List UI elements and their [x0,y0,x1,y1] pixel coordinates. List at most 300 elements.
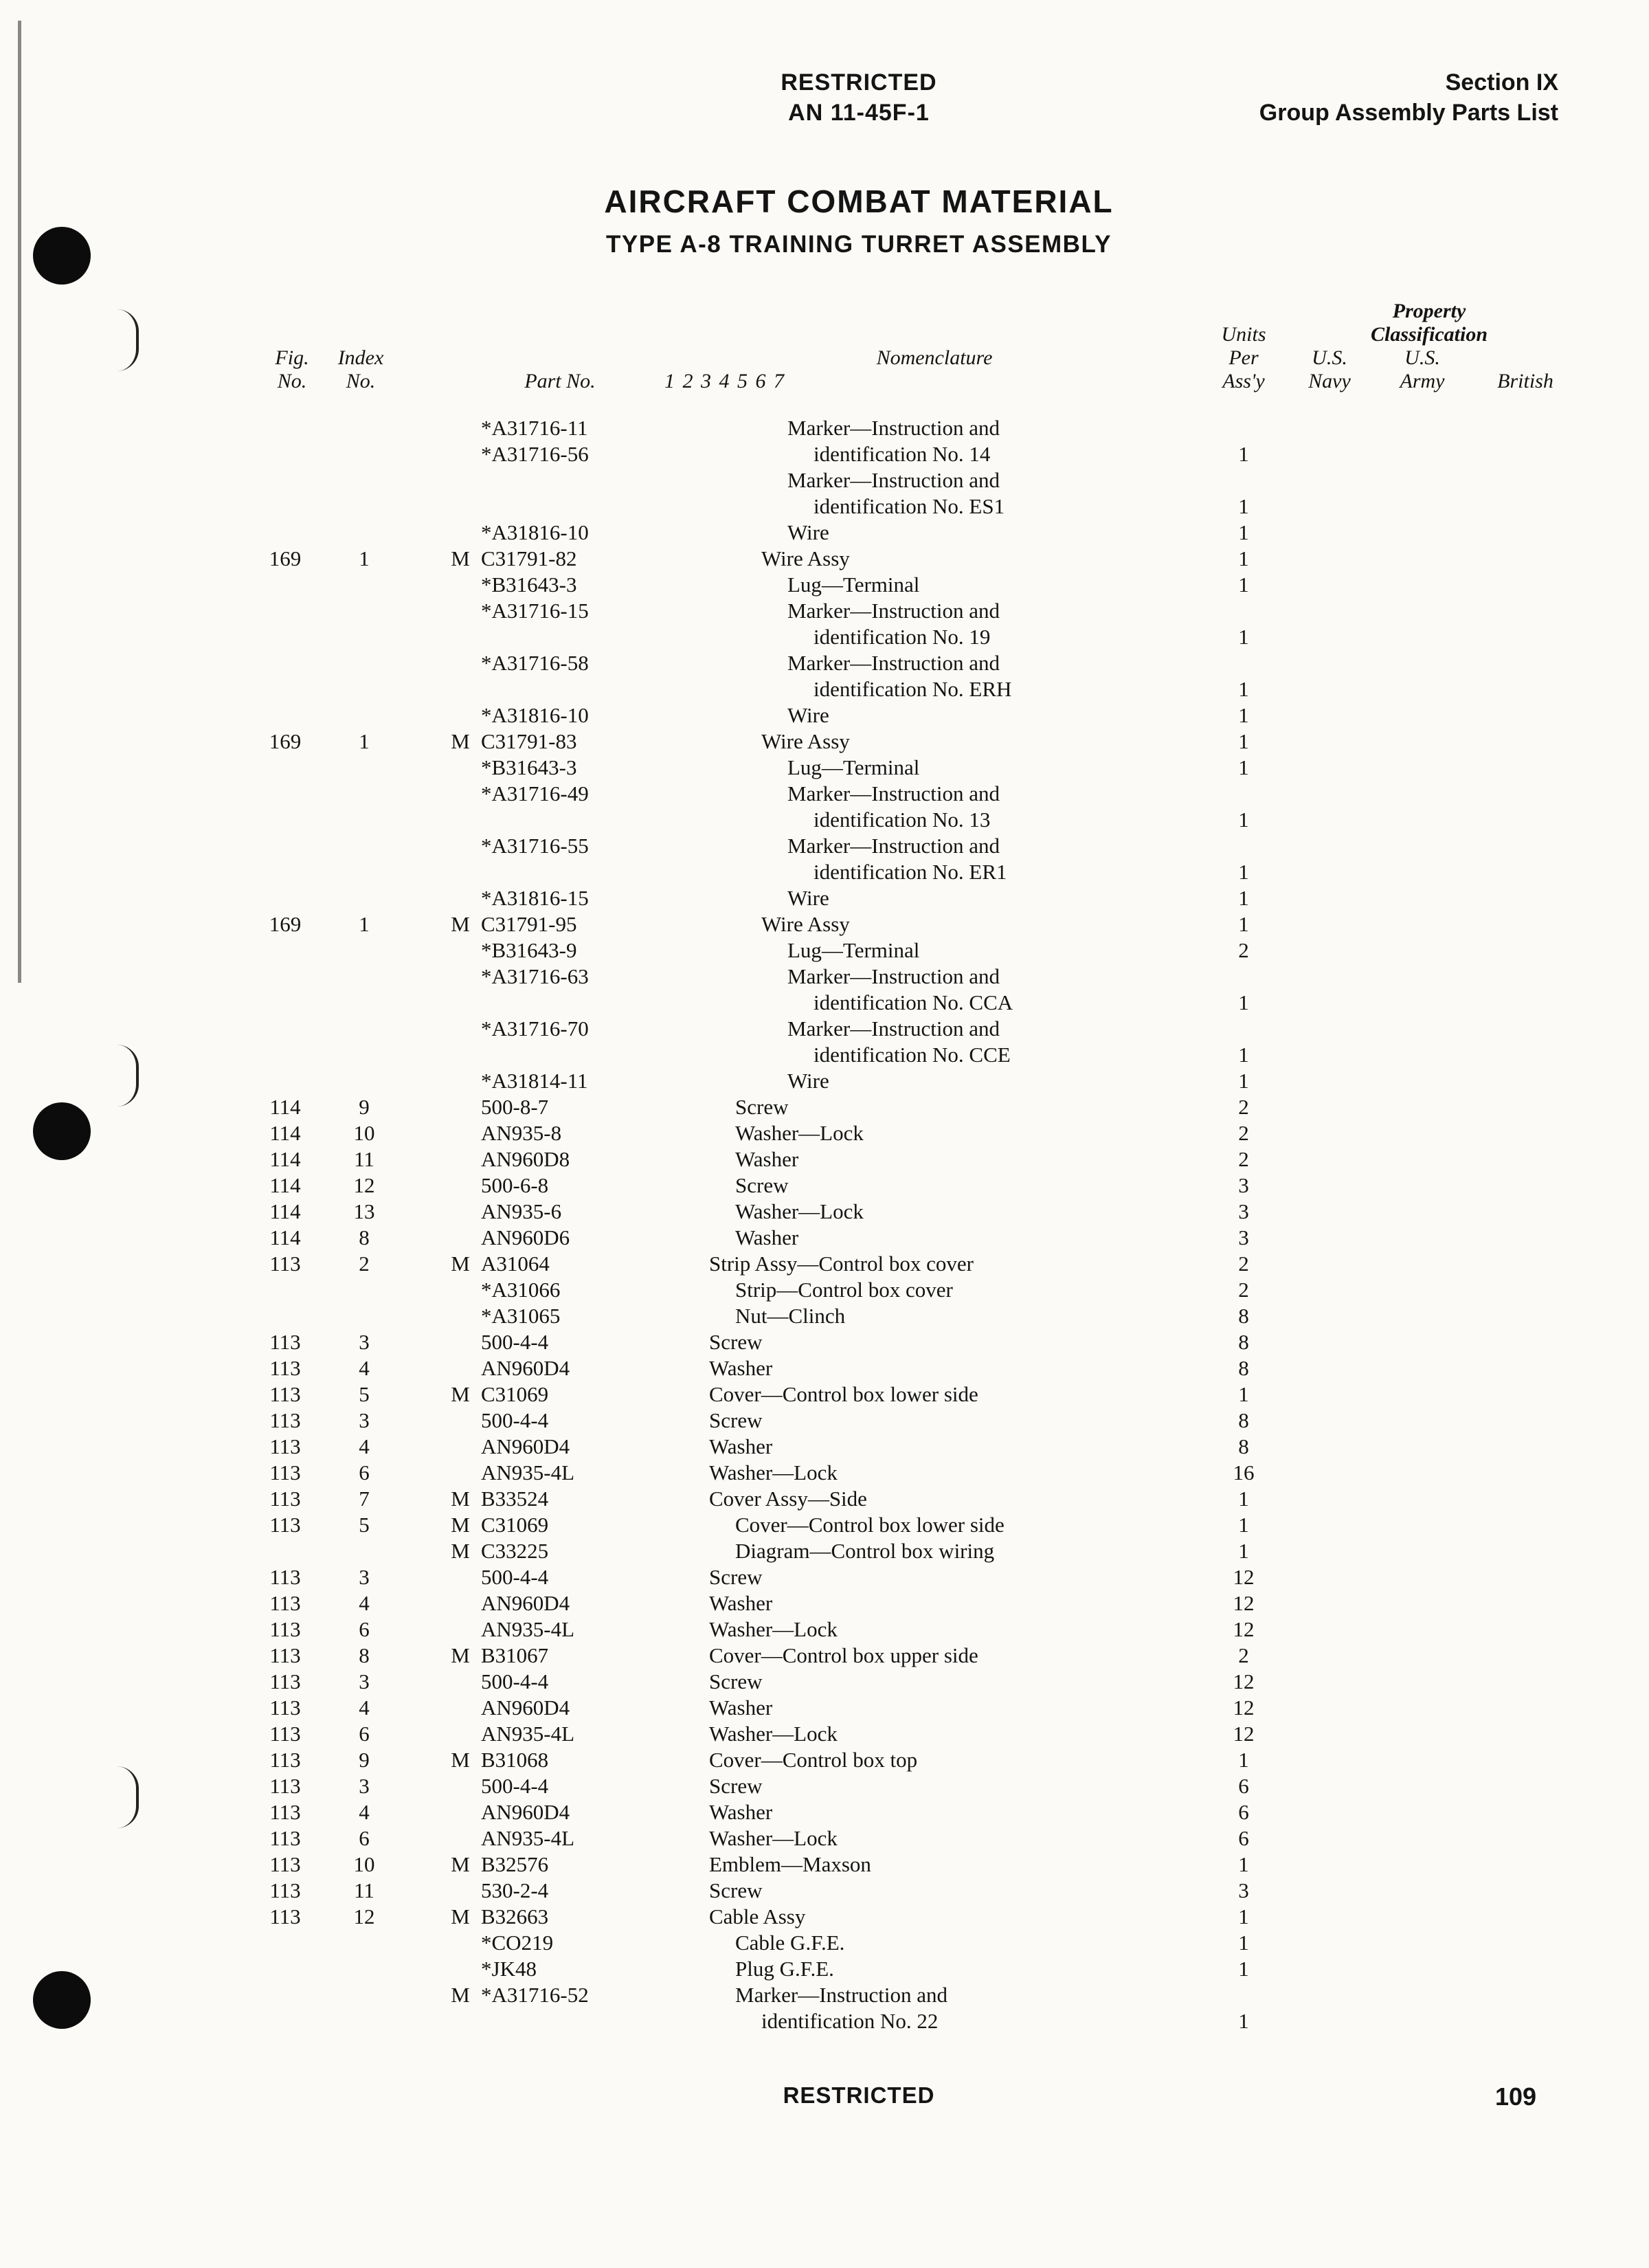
index-no: 4 [359,1696,370,1720]
fig-no: 114 [269,1095,301,1119]
table-row [0,467,1649,493]
nomenclature: Diagram—Control box wiring [735,1539,995,1563]
nomenclature: Washer—Lock [709,1460,838,1485]
table-row [0,572,1649,598]
mfr-mark: M [451,1382,470,1406]
col-part-no: Part No. [524,370,596,392]
table-row [0,1434,1649,1460]
part-no: C31069 [481,1513,549,1537]
nomenclature: Marker—Instruction and [787,416,1000,440]
part-no: *A31816-10 [481,703,589,727]
parts-list [0,415,1649,2034]
fig-no: 113 [269,1748,301,1772]
fig-no: 113 [269,1696,301,1720]
table-row [0,598,1649,624]
nomenclature: Cover—Control box top [709,1748,918,1772]
units-per-assy: 1 [1238,2009,1249,2033]
mfr-mark: M [451,1983,470,2007]
part-no: *JK48 [481,1957,537,1981]
nomenclature: Plug G.F.E. [735,1957,834,1981]
units-per-assy: 2 [1238,1278,1249,1302]
mfr-mark: M [451,1252,470,1276]
units-per-assy: 1 [1238,729,1249,753]
part-no: 500-8-7 [481,1095,549,1119]
table-row [0,1277,1649,1303]
part-no: *A31716-55 [481,834,589,858]
nomenclature: Screw [709,1408,763,1432]
table-row [0,1904,1649,1930]
header-restricted: RESTRICTED [781,69,937,96]
index-no: 10 [353,1121,375,1145]
units-per-assy: 1 [1238,572,1249,597]
table-row [0,1590,1649,1616]
part-no: C31791-95 [481,912,577,936]
units-per-assy: 3 [1238,1173,1249,1197]
part-no: AN935-6 [481,1199,562,1223]
table-row [0,729,1649,755]
units-per-assy: 1 [1238,990,1249,1014]
fig-no: 169 [269,912,302,936]
fig-no: 113 [269,1878,301,1902]
part-no: AN935-4L [481,1617,575,1641]
part-no: *A31065 [481,1304,561,1328]
table-row [0,1878,1649,1904]
units-per-assy: 12 [1233,1696,1255,1720]
nomenclature: Wire [787,886,829,910]
table-row [0,702,1649,729]
mfr-mark: M [451,546,470,570]
nomenclature: identification No. CCE [814,1043,1011,1067]
nomenclature: Marker—Instruction and [787,651,1000,675]
units-per-assy: 1 [1238,1069,1249,1093]
mfr-mark: M [451,1487,470,1511]
table-row [0,1303,1649,1329]
table-row [0,1982,1649,2008]
nomenclature: Cover Assy—Side [709,1487,867,1511]
index-no: 3 [359,1565,370,1589]
table-row [0,1852,1649,1878]
part-no: *A31716-56 [481,442,589,466]
table-row [0,1016,1649,1042]
footer-restricted: RESTRICTED [783,2082,935,2108]
fig-no: 113 [269,1565,301,1589]
page-title: AIRCRAFT COMBAT MATERIAL [604,184,1114,219]
col-property-classification: Property Classification [1370,300,1488,346]
fig-no: 113 [269,1330,301,1354]
table-row [0,1669,1649,1695]
part-no: C31791-82 [481,546,577,570]
nomenclature: Wire [787,1069,829,1093]
index-no: 9 [359,1095,370,1119]
table-row [0,1721,1649,1747]
nomenclature: identification No. 19 [814,625,991,649]
nomenclature: Lug—Terminal [787,755,920,779]
fig-no: 113 [269,1382,301,1406]
part-no: B31068 [481,1748,549,1772]
nomenclature: identification No. 22 [761,2009,939,2033]
fig-no: 114 [269,1225,301,1249]
index-no: 6 [359,1722,370,1746]
units-per-assy: 8 [1238,1408,1249,1432]
table-row [0,624,1649,650]
table-row [0,937,1649,964]
nomenclature: Washer—Lock [735,1121,864,1145]
fig-no: 113 [269,1408,301,1432]
nomenclature: Washer [709,1356,773,1380]
units-per-assy: 3 [1238,1199,1249,1223]
col-digits: 1 2 3 4 5 6 7 [664,370,785,392]
nomenclature: Washer [735,1147,799,1171]
units-per-assy: 12 [1233,1722,1255,1746]
units-per-assy: 2 [1238,1121,1249,1145]
units-per-assy: 2 [1238,1252,1249,1276]
index-no: 12 [353,1904,375,1928]
index-no: 7 [359,1487,370,1511]
index-no: 6 [359,1826,370,1850]
nomenclature: identification No. ES1 [814,494,1005,518]
fig-no: 169 [269,729,302,753]
units-per-assy: 2 [1238,1643,1249,1667]
fig-no: 113 [269,1774,301,1798]
units-per-assy: 1 [1238,1957,1249,1981]
nomenclature: Washer [709,1434,773,1458]
table-row [0,1172,1649,1199]
nomenclature: Screw [735,1095,789,1119]
fig-no: 169 [269,546,302,570]
units-per-assy: 16 [1233,1460,1255,1485]
mfr-mark: M [451,912,470,936]
col-index: Index No. [337,346,384,392]
header-section-title: Group Assembly Parts List [1259,100,1558,126]
mfr-mark: M [451,1643,470,1667]
part-no: 500-4-4 [481,1565,549,1589]
index-no: 2 [359,1252,370,1276]
units-per-assy: 1 [1238,1904,1249,1928]
index-no: 6 [359,1460,370,1485]
nomenclature: Washer [709,1591,773,1615]
table-row [0,964,1649,990]
fig-no: 113 [269,1852,301,1876]
nomenclature: Screw [709,1565,763,1589]
units-per-assy: 1 [1238,494,1249,518]
nomenclature: Marker—Instruction and [787,834,1000,858]
table-row [0,1068,1649,1094]
table-row [0,859,1649,885]
table-row [0,1930,1649,1956]
units-per-assy: 8 [1238,1356,1249,1380]
table-row [0,1094,1649,1120]
nomenclature: Strip—Control box cover [735,1278,953,1302]
index-no: 9 [359,1748,370,1772]
part-no: *B31643-3 [481,755,577,779]
part-no: *A31716-11 [481,416,588,440]
table-row [0,1643,1649,1669]
nomenclature: Cable Assy [709,1904,806,1928]
nomenclature: Lug—Terminal [787,572,920,597]
col-us-navy: U.S. Navy [1308,346,1351,392]
units-per-assy: 1 [1238,677,1249,701]
part-no: AN960D6 [481,1225,570,1249]
col-fig: Fig. No. [275,346,309,392]
fig-no: 113 [269,1356,301,1380]
nomenclature: identification No. CCA [814,990,1013,1014]
fig-no: 113 [269,1487,301,1511]
fig-no: 113 [269,1591,301,1615]
part-no: AN935-4L [481,1826,575,1850]
part-no: *A31814-11 [481,1069,588,1093]
units-per-assy: 6 [1238,1826,1249,1850]
table-row [0,1616,1649,1643]
table-row [0,1408,1649,1434]
nomenclature: Wire [787,703,829,727]
fig-no: 113 [269,1669,301,1693]
table-row [0,1825,1649,1852]
table-row [0,1486,1649,1512]
nomenclature: Lug—Terminal [787,938,920,962]
index-no: 1 [359,729,370,753]
part-no: B31067 [481,1643,549,1667]
part-no: 500-4-4 [481,1774,549,1798]
table-row [0,415,1649,441]
index-no: 5 [359,1513,370,1537]
units-per-assy: 2 [1238,938,1249,962]
col-us-army: U.S. Army [1400,346,1445,392]
table-row [0,1512,1649,1538]
units-per-assy: 1 [1238,1931,1249,1955]
nomenclature: Emblem—Maxson [709,1852,871,1876]
units-per-assy: 1 [1238,1513,1249,1537]
ring-shadow-1 [117,309,139,371]
nomenclature: Strip Assy—Control box cover [709,1252,974,1276]
fig-no: 114 [269,1147,301,1171]
table-row [0,1695,1649,1721]
table-row [0,1251,1649,1277]
units-per-assy: 1 [1238,1487,1249,1511]
index-no: 6 [359,1617,370,1641]
index-no: 8 [359,1225,370,1249]
nomenclature: Marker—Instruction and [787,468,1000,492]
nomenclature: Cover—Control box lower side [709,1382,978,1406]
units-per-assy: 1 [1238,546,1249,570]
units-per-assy: 12 [1233,1669,1255,1693]
units-per-assy: 3 [1238,1225,1249,1249]
units-per-assy: 1 [1238,1043,1249,1067]
table-row [0,781,1649,807]
nomenclature: Wire [787,520,829,544]
nomenclature: Marker—Instruction and [787,781,1000,805]
part-no: 500-4-4 [481,1669,549,1693]
nomenclature: Nut—Clinch [735,1304,846,1328]
table-row [0,885,1649,911]
part-no: B32663 [481,1904,549,1928]
nomenclature: Washer—Lock [709,1617,838,1641]
fig-no: 113 [269,1800,301,1824]
index-no: 10 [353,1852,375,1876]
nomenclature: Marker—Instruction and [787,599,1000,623]
fig-no: 114 [269,1173,301,1197]
part-no: C31791-83 [481,729,577,753]
table-row [0,1381,1649,1408]
fig-no: 113 [269,1513,301,1537]
table-row [0,1355,1649,1381]
table-row [0,1199,1649,1225]
part-no: AN935-4L [481,1460,575,1485]
nomenclature: identification No. 14 [814,442,991,466]
mfr-mark: M [451,1513,470,1537]
units-per-assy: 1 [1238,755,1249,779]
units-per-assy: 12 [1233,1591,1255,1615]
mfr-mark: M [451,1852,470,1876]
units-per-assy: 12 [1233,1565,1255,1589]
index-no: 11 [354,1878,374,1902]
part-no: *B31643-3 [481,572,577,597]
header-section: Section IX [1445,69,1558,96]
part-no: *A31816-10 [481,520,589,544]
col-nomenclature: Nomenclature [876,346,993,369]
page-subtitle: TYPE A-8 TRAINING TURRET ASSEMBLY [606,231,1112,258]
table-row [0,1564,1649,1590]
nomenclature: Washer—Lock [735,1199,864,1223]
nomenclature: identification No. ERH [814,677,1012,701]
units-per-assy: 1 [1238,1748,1249,1772]
table-row [0,493,1649,520]
index-no: 3 [359,1330,370,1354]
table-row [0,676,1649,702]
index-no: 4 [359,1800,370,1824]
part-no: *B31643-9 [481,938,577,962]
table-row [0,755,1649,781]
units-per-assy: 2 [1238,1147,1249,1171]
table-row [0,1042,1649,1068]
nomenclature: Wire Assy [761,546,850,570]
units-per-assy: 2 [1238,1095,1249,1119]
units-per-assy: 3 [1238,1878,1249,1902]
part-no: *A31816-15 [481,886,589,910]
index-no: 13 [353,1199,375,1223]
table-row [0,911,1649,937]
index-no: 11 [354,1147,374,1171]
fig-no: 113 [269,1722,301,1746]
part-no: AN935-4L [481,1722,575,1746]
units-per-assy: 8 [1238,1434,1249,1458]
fig-no: 113 [269,1826,301,1850]
nomenclature: Marker—Instruction and [787,964,1000,988]
index-no: 5 [359,1382,370,1406]
part-no: *A31716-70 [481,1016,589,1041]
nomenclature: Cover—Control box lower side [735,1513,1005,1537]
index-no: 3 [359,1408,370,1432]
units-per-assy: 1 [1238,703,1249,727]
index-no: 12 [353,1173,375,1197]
nomenclature: Cover—Control box upper side [709,1643,978,1667]
mfr-mark: M [451,1748,470,1772]
header-doc-number: AN 11-45F-1 [788,100,930,126]
index-no: 4 [359,1591,370,1615]
nomenclature: Cable G.F.E. [735,1931,845,1955]
fig-no: 113 [269,1904,301,1928]
index-no: 4 [359,1434,370,1458]
col-units-per-assy: Units Per Ass'y [1221,323,1266,392]
fig-no: 114 [269,1121,301,1145]
part-no: AN960D8 [481,1147,570,1171]
page-number: 109 [1495,2082,1537,2111]
mfr-mark: M [451,1539,470,1563]
index-no: 4 [359,1356,370,1380]
units-per-assy: 8 [1238,1304,1249,1328]
table-row [0,1225,1649,1251]
units-per-assy: 1 [1238,860,1249,884]
part-no: *CO219 [481,1931,554,1955]
nomenclature: Washer [709,1800,773,1824]
table-row [0,1120,1649,1146]
nomenclature: Screw [709,1669,763,1693]
index-no: 1 [359,912,370,936]
nomenclature: Screw [709,1878,763,1902]
units-per-assy: 6 [1238,1800,1249,1824]
part-no: B33524 [481,1487,549,1511]
table-row [0,650,1649,676]
nomenclature: Washer—Lock [709,1722,838,1746]
part-no: AN960D4 [481,1591,570,1615]
mfr-mark: M [451,729,470,753]
fig-no: 113 [269,1434,301,1458]
units-per-assy: 6 [1238,1774,1249,1798]
fig-no: 113 [269,1252,301,1276]
col-british: British [1497,370,1553,392]
units-per-assy: 1 [1238,886,1249,910]
units-per-assy: 1 [1238,1852,1249,1876]
units-per-assy: 1 [1238,442,1249,466]
part-no: *A31716-15 [481,599,589,623]
units-per-assy: 8 [1238,1330,1249,1354]
part-no: 500-4-4 [481,1330,549,1354]
units-per-assy: 1 [1238,1382,1249,1406]
units-per-assy: 1 [1238,912,1249,936]
table-row [0,990,1649,1016]
index-no: 8 [359,1643,370,1667]
index-no: 1 [359,546,370,570]
table-row [0,1329,1649,1355]
table-row [0,1460,1649,1486]
table-row [0,546,1649,572]
part-no: *A31716-63 [481,964,589,988]
table-row [0,520,1649,546]
units-per-assy: 1 [1238,625,1249,649]
table-row [0,1146,1649,1172]
nomenclature: Washer [709,1696,773,1720]
part-no: 500-6-8 [481,1173,549,1197]
fig-no: 113 [269,1617,301,1641]
nomenclature: Screw [709,1774,763,1798]
table-row [0,1747,1649,1773]
nomenclature: Wire Assy [761,912,850,936]
index-no: 3 [359,1669,370,1693]
table-row [0,1773,1649,1799]
fig-no: 114 [269,1199,301,1223]
nomenclature: Screw [735,1173,789,1197]
units-per-assy: 1 [1238,520,1249,544]
part-no: AN935-8 [481,1121,562,1145]
fig-no: 113 [269,1643,301,1667]
part-no: AN960D4 [481,1356,570,1380]
part-no: *A31716-52 [481,1983,589,2007]
nomenclature: Marker—Instruction and [735,1983,948,2007]
nomenclature: Washer [735,1225,799,1249]
nomenclature: Screw [709,1330,763,1354]
nomenclature: Marker—Instruction and [787,1016,1000,1041]
units-per-assy: 1 [1238,1539,1249,1563]
part-no: *A31716-58 [481,651,589,675]
